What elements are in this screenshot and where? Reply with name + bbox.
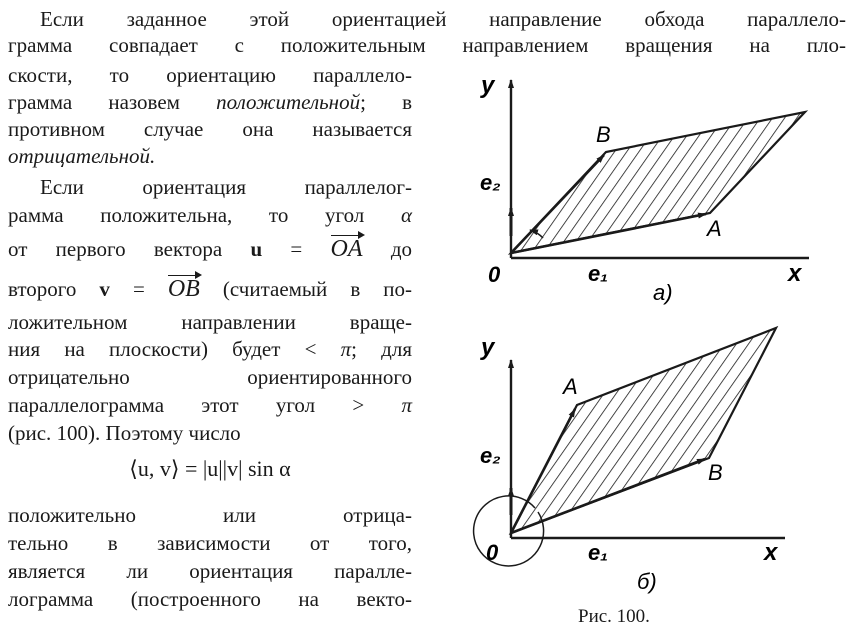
text-line: противном случае она называется — [8, 117, 412, 141]
point-b-label: B — [596, 122, 611, 147]
pi-symbol: π — [401, 393, 412, 417]
x-label-a: x — [788, 260, 802, 287]
panel-a — [480, 72, 809, 305]
text-span: ния на плоскости) будет < — [8, 337, 341, 361]
text-line: отрицательно ориентированного — [8, 365, 412, 389]
parallelogram-b-hatch — [511, 328, 776, 533]
text-span: рамма положительна, то угол — [8, 203, 401, 227]
text-span: до — [362, 237, 412, 261]
point-b-label-b: B — [708, 460, 723, 485]
text-span: параллелограмма этот угол > — [8, 393, 402, 417]
vector-oa: OA — [330, 236, 363, 262]
text-line: положительно или отрица- — [8, 503, 412, 527]
term-negative: отрицательной. — [8, 144, 156, 168]
point-a-label-b: A — [563, 374, 578, 399]
e2-label-b: e₂ — [480, 443, 501, 468]
rotation-circle-b — [474, 496, 544, 566]
text-line: скости, то ориентацию параллело- — [8, 63, 412, 87]
x-label-b: x — [764, 539, 778, 566]
text-line: Если ориентация параллелог- — [40, 175, 412, 199]
text-line: грамма совпадает с положительным направлением вращения на пло- — [8, 33, 846, 57]
e1-label-a: e₁ — [588, 261, 608, 286]
text-span: ; для — [351, 337, 412, 361]
y-label-b: y — [481, 334, 495, 361]
panel-b — [474, 328, 785, 594]
figure-caption: Рис. 100. — [578, 606, 650, 627]
formula: ⟨u, v⟩ = |u||v| sin α — [129, 456, 291, 481]
vector-u: u — [250, 237, 263, 261]
text-span: = — [109, 277, 168, 301]
y-label-a: y — [481, 72, 495, 99]
text-line: является ли ориентация паралле- — [8, 559, 412, 583]
e2-label-a: e₂ — [480, 170, 501, 195]
origin-label-b: 0 — [486, 540, 499, 565]
text-span: = — [262, 237, 331, 261]
point-a-label: A — [707, 216, 722, 241]
term-positive: положительной — [216, 90, 361, 114]
parallelogram-a-hatch — [511, 112, 805, 253]
text-line: (рис. 100). Поэтому число — [8, 421, 241, 445]
vector-ob: OB — [167, 276, 200, 302]
text-span: ; в — [360, 90, 412, 114]
e1-label-b: e₁ — [588, 540, 608, 565]
panel-b-label: б) — [637, 569, 657, 594]
text-span: второго — [8, 277, 100, 301]
text-span: грамма назовем — [8, 90, 217, 114]
panel-a-label: а) — [653, 280, 673, 305]
text-line: тельно в зависимости от того, — [8, 531, 412, 555]
alpha-symbol: α — [400, 203, 412, 227]
text-line: ложительном направлении враще- — [8, 310, 412, 334]
pi-symbol: π — [340, 337, 352, 361]
text-span: (считаемый в по- — [199, 277, 412, 301]
text-line: лограмма (построенного на векто- — [8, 587, 412, 611]
text-span: от первого вектора — [8, 237, 251, 261]
text-line: Если заданное этой ориентацией направление обхода параллело- — [40, 7, 846, 31]
origin-label-a: 0 — [488, 262, 501, 287]
vector-v: v — [99, 277, 110, 301]
